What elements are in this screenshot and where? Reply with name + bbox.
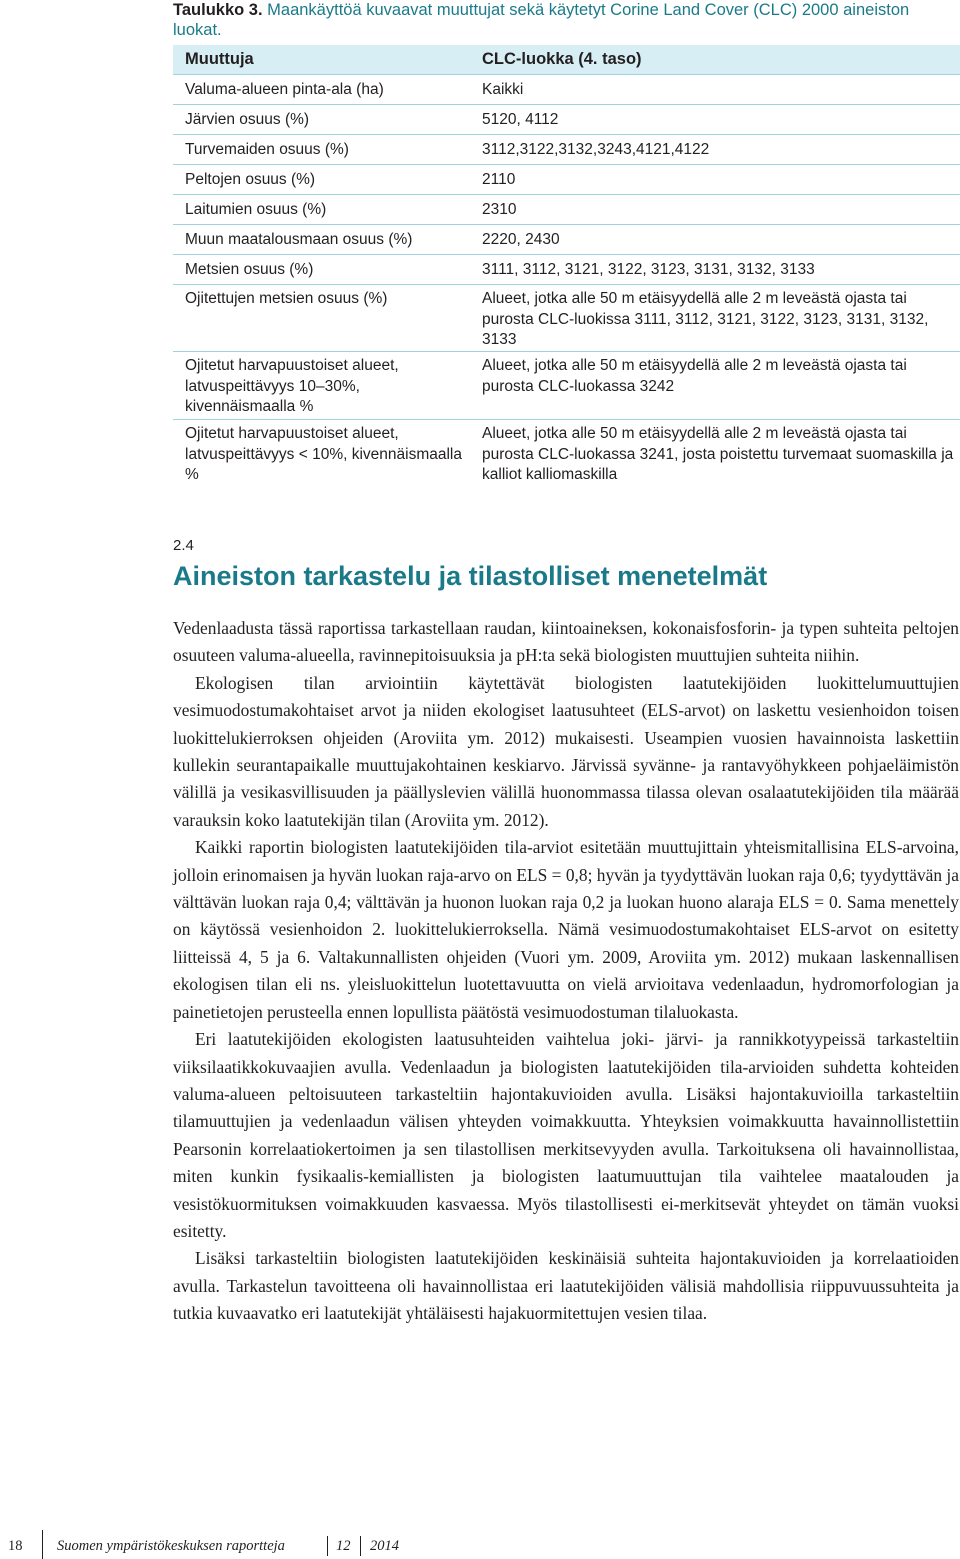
cell-variable: Turvemaiden osuus (%): [185, 141, 349, 158]
table-caption-label: Taulukko 3.: [173, 1, 263, 19]
cell-clc: Alueet, jotka alle 50 m etäisyydellä alle 2 m leveästä ojasta tai purosta CLC-luokissa 3111, 3112, 3121, 3122, 3123, 3131, 3132, 3133: [482, 290, 929, 348]
paragraph: Kaikki raportin biologisten laatutekijöiden tila-arviot esitetään muuttujittain yhteismitallisina ELS-arvoina, jolloin erinomaisen ja hyvän luokan raja-arvo on ELS = 0,8; hyvän ja tyydyttävän luokan raja 0,6; tyydyttävän ja välttävän luokan raja 0,4; välttävän ja huonon luokan raja 0,2 ja luokan huono alaraja ELS = 0. Sama menettely on käytössä vesienhoidon 2. luokittelukierroksella. Nämä vesimuodostumakohtaiset ELS-arvot on esitetty liitteissä 4, 5 ja 6. Valtakunnallisten ohjeiden (Vuori ym. 2009, Aroviita ym. 2012) mukaan laskennallisen ekologisen tilan eli ns. yleisluokittelun luotettavuutta on vielä arvioitava vedenlaadun, hydromorfologian ja painetietojen perusteella ennen lopullista päätöstä vesimuodostuman tilaluokasta.: [173, 837, 959, 1022]
paragraph: Lisäksi tarkasteltiin biologisten laatutekijöiden keskinäisiä suhteita hajontakuvioiden ja korrelaatioiden avulla. Tarkastelun tavoitteena oli havainnollistaa eri laatutekijöiden välisiä mahdollisia riippuvuussuhteita ja tutkia kuvaavatko eri laatutekijät yhtäläisesti hajakuormitettujen vesien tilaa.: [173, 1248, 959, 1324]
table-row: [173, 254, 960, 285]
cell-variable: Ojitetut harvapuustoiset alueet, latvuspeittävyys < 10%, kivennäismaalla %: [185, 425, 462, 483]
footer-separator: [327, 1536, 328, 1556]
cell-variable: Järvien osuus (%): [185, 111, 310, 128]
footer-year: 2014: [370, 1538, 399, 1554]
table-row: [173, 284, 960, 352]
cell-variable: Peltojen osuus (%): [185, 171, 316, 188]
table-row: [173, 351, 960, 420]
header-clc-class: CLC-luokka (4. taso): [482, 50, 642, 68]
cell-clc: 2220, 2430: [482, 231, 560, 248]
paragraph: Vedenlaadusta tässä raportissa tarkastellaan raudan, kiintoaineksen, kokonaisfosforin- ja typen suhteita peltojen osuuteen valuma-alueella, ravinnepitoisuuksia ja pH:ta sekä biologisten muuttujien suhteita niihin.: [173, 618, 959, 666]
cell-clc: Alueet, jotka alle 50 m etäisyydellä alle 2 m leveästä ojasta tai purosta CLC-luokassa 3241, josta poistettu turvemaat suomaskilla ja kalliot kalliomaskilla: [482, 425, 954, 483]
table-row: [173, 419, 960, 490]
table-row: [173, 224, 960, 255]
table-row: [173, 194, 960, 225]
section-number: 2.4: [173, 537, 194, 554]
footer-separator: [360, 1536, 361, 1556]
cell-clc: 2310: [482, 201, 517, 218]
table-row: [173, 164, 960, 195]
table-caption: [173, 0, 933, 40]
cell-variable: Valuma-alueen pinta-ala (ha): [185, 81, 384, 98]
table-header: [173, 45, 960, 74]
cell-clc: 2110: [482, 171, 516, 188]
table-row: [173, 74, 960, 105]
footer-divider: [42, 1530, 43, 1559]
footer-series: Suomen ympäristökeskuksen raportteja: [57, 1538, 285, 1554]
paragraph: Eri laatutekijöiden ekologisten laatusuhteiden vaihtelua joki- järvi- ja rannikkotyypeissä tarkasteltiin viiksilaatikkokuvaajien avulla. Vedenlaadun ja biologisten laatutekijöiden tila-arvioiden suhdetta kohteiden valuma-alueen peltoisuuteen tarkasteltiin hajontakuvioiden avulla. Lisäksi hajontakuvioilla tarkasteltiin tilamuuttujien ja vedenlaadun välisen yhteyden voimakkuutta. Yhteyksien voimakkuutta havainnollistettiin Pearsonin korrelaatiokertoimen ja sen tilastollisen merkitsevyyden avulla. Tarkoituksena oli havainnollistaa, miten kunkin fysikaalis-kemiallisten ja biologisten laatumuuttujan tila vaihtelee maatalouden ja vesistökuormituksen voimakkuuden kasvaessa. Myös tilastollisesti ei-merkitsevät yhteydet on tämän vuoksi esitetty.: [173, 1029, 959, 1241]
cell-variable: Ojitettujen metsien osuus (%): [185, 290, 388, 307]
cell-variable: Laitumien osuus (%): [185, 201, 327, 218]
page-footer: [0, 1530, 960, 1559]
cell-clc: Alueet, jotka alle 50 m etäisyydellä alle 2 m leveästä ojasta tai purosta CLC-luokassa 3242: [482, 357, 907, 395]
cell-clc: 3111, 3112, 3121, 3122, 3123, 3131, 3132, 3133: [482, 261, 815, 278]
table-row: [173, 134, 960, 165]
cell-clc: 3112,3122,3132,3243,4121,4122: [482, 141, 710, 158]
body-text: [173, 615, 959, 1328]
cell-clc: Kaikki: [482, 81, 524, 98]
cell-variable: Metsien osuus (%): [185, 261, 314, 278]
footer-issue: 12: [336, 1538, 351, 1554]
table-caption-text: Maankäyttöä kuvaavat muuttujat sekä käytetyt Corine Land Cover (CLC) 2000 aineiston luokat.: [173, 1, 910, 39]
page-number: 18: [8, 1538, 23, 1554]
cell-variable: Muun maatalousmaan osuus (%): [185, 231, 413, 248]
cell-clc: 5120, 4112: [482, 111, 559, 128]
section-title: Aineiston tarkastelu ja tilastolliset menetelmät: [173, 561, 768, 591]
paragraph: Ekologisen tilan arviointiin käytettävät biologisten laatutekijöiden luokittelumuuttujien vesimuodostumakohtaiset arvot ja niiden ekologiset laatusuhteet (ELS-arvot) on laskettu vesienhoidon toisen luokittelukierroksen ohjeiden (Aroviita ym. 2012) mukaisesti. Useampien vuosien havainnoista laskettiin kullekin seurantapaikalle muuttujakohtainen keskiarvo. Järvissä syvänne- ja rantavyöhykkeen pohjaeläimistön välillä ja vesikasvillisuuden ja päällyslevien välillä huonommassa tilassa olevan osalaatutekijöiden tila määrää varauksin koko laatutekijän tilan (Aroviita ym. 2012).: [173, 672, 959, 830]
header-variable: Muuttuja: [185, 50, 254, 68]
cell-variable: Ojitetut harvapuustoiset alueet, latvuspeittävyys 10–30%, kivennäismaalla %: [185, 357, 399, 415]
table-row: [173, 104, 960, 135]
